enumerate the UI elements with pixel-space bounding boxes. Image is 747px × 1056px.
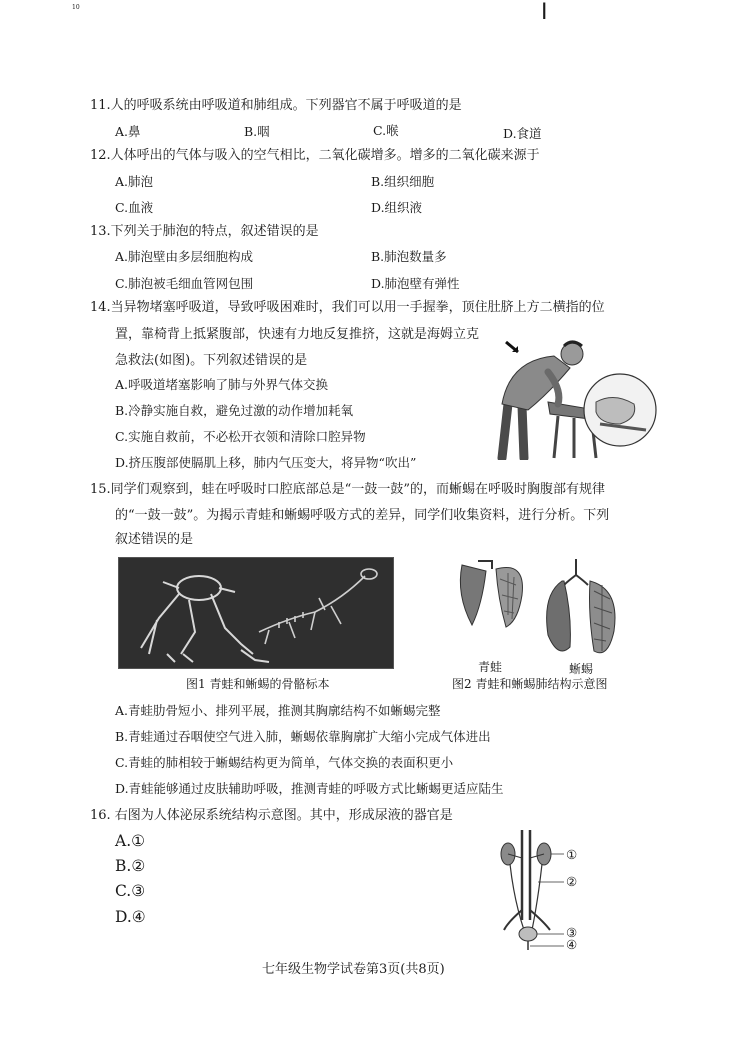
heimlich-illustration [488,332,658,460]
q15-stem-line3: 叙述错误的是 [115,532,194,547]
q15-option-a: A.青蛙肋骨短小、排列平展，推测其胸廓结构不如蜥蜴完整 [115,703,441,718]
urinary-system-diagram [494,830,564,952]
q12-option-a: A.肺泡 [115,174,154,189]
urinary-label-1: ① [566,847,578,862]
q12-option-d: D.组织液 [371,200,423,215]
q12-option-c: C.血液 [115,200,154,215]
q13-option-b: B.肺泡数量多 [371,249,447,264]
q13-option-c: C.肺泡被毛细血管网包围 [115,276,254,291]
frog-label: 青蛙 [478,660,503,674]
page-marker: I [541,0,548,25]
q14-option-a: A.呼吸道堵塞影响了肺与外界气体交换 [115,377,329,392]
q14-stem-line3: 急救法(如图)。下列叙述错误的是 [115,353,308,368]
q16-option-c: C.③ [115,882,146,900]
page-footer: 七年级生物学试卷第3页(共8页) [262,962,445,977]
q15-option-d: D.青蛙能够通过皮肤辅助呼吸，推测青蛙的呼吸方式比蜥蜴更适应陆生 [115,781,504,796]
q14-option-d: D.挤压腹部使膈肌上移，肺内气压变大，将异物“吹出” [115,455,417,470]
lungs-diagram [452,555,632,663]
q16-stem: 16. 右图为人体泌尿系统结构示意图。其中，形成尿液的器官是 [90,808,453,823]
q11-option-b: B.咽 [244,124,270,139]
page-tiny-number: 10 [72,4,80,11]
q14-option-c: C.实施自救前，不必松开衣领和清除口腔异物 [115,429,366,444]
q15-option-b: B.青蛙通过吞咽使空气进入肺，蜥蜴依靠胸廓扩大缩小完成气体进出 [115,729,491,744]
q12-option-b: B.组织细胞 [371,174,435,189]
q15-stem-line2: 的“一鼓一鼓”。为揭示青蛙和蜥蜴呼吸方式的差异，同学们收集资料，进行分析。下列 [115,508,610,523]
q13-option-d: D.肺泡壁有弹性 [371,276,460,291]
q11-option-c: C.喉 [373,123,399,138]
lizard-label: 蜥蜴 [569,662,594,676]
urinary-label-2: ② [566,874,578,889]
urinary-label-4: ④ [566,937,578,952]
urinary-label-3: ③ [566,925,578,940]
q14-stem-line2: 置，靠椅背上抵紧腹部，快速有力地反复推挤，这就是海姆立克 [115,327,480,342]
q16-option-a: A.① [115,832,146,850]
q16-option-b: B.② [115,857,146,875]
q12-stem: 12.人体呼出的气体与吸入的空气相比，二氧化碳增多。增多的二氧化碳来源于 [90,148,540,163]
q14-option-b: B.冷静实施自救，避免过激的动作增加耗氧 [115,403,354,418]
q15-stem-line1: 15.同学们观察到，蛙在呼吸时口腔底部总是“一鼓一鼓”的，而蜥蜴在呼吸时胸腹部有规律 [90,482,605,497]
q16-option-d: D.④ [115,908,146,926]
q11-option-a: A.鼻 [115,124,141,139]
q13-option-a: A.肺泡壁由多层细胞构成 [115,249,254,264]
q11-stem: 11.人的呼吸系统由呼吸道和肺组成。下列器官不属于呼吸道的是 [90,98,462,113]
fig1-caption: 图1 青蛙和蜥蜴的骨骼标本 [186,677,330,691]
q13-stem: 13.下列关于肺泡的特点，叙述错误的是 [90,224,319,239]
skeleton-photo [118,557,394,669]
q11-option-d: D.食道 [503,126,542,141]
fig2-caption: 图2 青蛙和蜥蜴肺结构示意图 [452,677,608,691]
q14-stem-line1: 14.当异物堵塞呼吸道，导致呼吸困难时，我们可以用一手握拳，顶住肚脐上方二横指的位 [90,300,605,315]
q15-option-c: C.青蛙的肺相较于蜥蜴结构更为简单，气体交换的表面积更小 [115,755,454,770]
